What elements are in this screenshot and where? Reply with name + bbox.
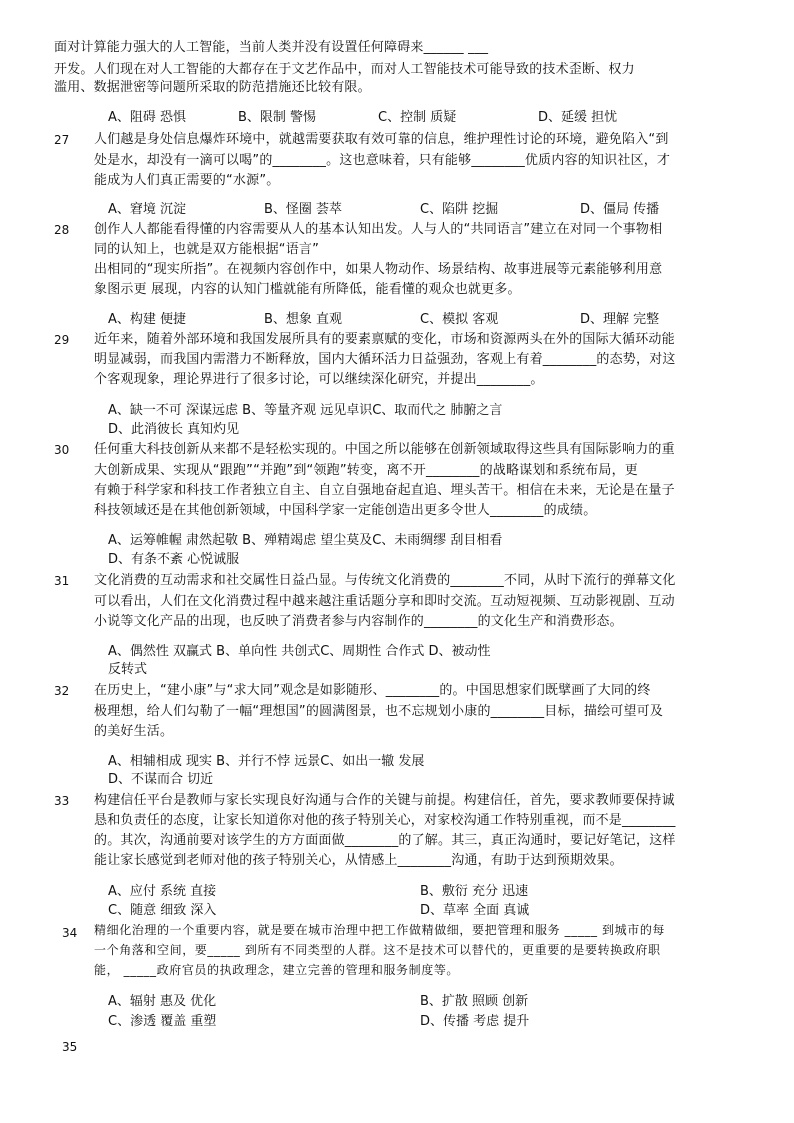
question-number-27: 27 [54, 133, 70, 147]
intro-option-c: C、控制 质疑 [378, 110, 457, 125]
q31-options-line-1: A、偶然性 双赢式 B、单向性 共创式C、周期性 合作式 D、被动性 [108, 644, 491, 659]
q34-option-a: A、辐射 惠及 优化 [108, 994, 217, 1009]
q28-line-4: 象图示更 展现，内容的认知门槛就能有所降低，能看懂的观众也就更多。 [94, 282, 521, 297]
q30-options-line-2: D、有条不紊 心悦诚服 [108, 552, 240, 567]
q27-line-2: 处是水，却没有一滴可以喝”的________。这也意味着，只有能够________优质内容的知识社区，才 [94, 153, 671, 168]
q28-line-2: 同的认知上，也就是双方能根据“语言” [94, 242, 320, 257]
question-number-30: 30 [54, 443, 70, 457]
q29-options-line-1: A、缺一不可 深谋远虑 B、等量齐观 远见卓识C、取而代之 肺腑之言 [108, 403, 503, 418]
q29-options-line-2: D、此消彼长 真知灼见 [108, 422, 240, 437]
intro-line-2: 开发。人们现在对人工智能的大都存在于文艺作品中，而对人工智能技术可能导致的技术歪断、权力 [54, 62, 635, 77]
q34-line-1: 精细化治理的一个重要内容，就是要在城市治理中把工作做精做细，要把管理和服务 _____ 到城市的每 [94, 923, 666, 937]
q33-line-4: 能让家长感觉到老师对他的孩子特别关心，从情感上________沟通，有助于达到预期效果。 [94, 853, 623, 868]
q33-option-c: C、随意 细致 深入 [108, 903, 217, 918]
question-number-35: 35 [62, 1040, 78, 1054]
q29-line-1: 近年来，随着外部环境和我国发展所具有的要素禀赋的变化，市场和资源两头在外的国际大循环动能 [94, 332, 675, 347]
q32-options-line-2: D、不谋而合 切近 [108, 772, 214, 787]
q30-line-3: 有赖于科学家和科技工作者独立自主、自立自强地奋起直追、埋头苦干。相信在未来，无论是在量子 [94, 483, 675, 498]
q27-line-3: 能成为人们真正需要的“水源”。 [94, 173, 280, 188]
q31-line-2: 可以看出，人们在文化消费过程中越来越注重话题分享和即时交流。互动短视频、互动影视剧、互动 [94, 594, 675, 609]
q34-option-c: C、渗透 覆盖 重塑 [108, 1014, 217, 1029]
question-number-29: 29 [54, 333, 70, 347]
question-number-32: 32 [54, 684, 70, 698]
q30-line-4: 科技领域还是在其他创新领域，中国科学家一定能创造出更多令世人________的成绩。 [94, 503, 597, 518]
q34-option-b: B、扩散 照顾 创新 [420, 994, 529, 1009]
q31-options-line-2: 反转式 [108, 662, 148, 677]
q27-option-c: C、陷阱 挖掘 [420, 202, 499, 217]
q29-line-2: 明显减弱，而我国内需潜力不断释放，国内大循环活力日益强劲，客观上有着________的态势，对这 [94, 352, 676, 367]
q28-line-1: 创作人人都能看得懂的内容需要从人的基本认知出发。人与人的“共同语言”建立在对同一个事物相 [94, 222, 663, 237]
q33-line-1: 构建信任平台是教师与家长实现良好沟通与合作的关键与前提。构建信任，首先，要求教师要保持诚 [94, 793, 675, 808]
q32-line-1: 在历史上，“建小康”与“求大同”观念是如影随形、________的。中国思想家们既擘画了大同的终 [94, 683, 651, 698]
q28-option-d: D、理解 完整 [580, 312, 660, 327]
question-number-33: 33 [54, 794, 70, 808]
q31-line-1: 文化消费的互动需求和社交属性日益凸显。与传统文化消费的________不同，从时下流行的弹幕文化 [94, 573, 676, 588]
q27-option-d: D、僵局 传播 [580, 202, 660, 217]
question-number-28: 28 [54, 223, 70, 237]
intro-option-b: B、限制 警惕 [238, 110, 317, 125]
q34-line-3: 能， _____政府官员的执政理念，建立完善的管理和服务制度等。 [94, 963, 460, 977]
q30-line-1: 任何重大科技创新从来都不是轻松实现的。中国之所以能够在创新领域取得这些具有国际影响力的重 [94, 442, 675, 457]
q34-line-2: 一个角落和空间，要_____ 到所有不同类型的人群。这不是技术可以替代的，更重要的是要转换政府职 [94, 943, 661, 957]
q31-line-3: 小说等文化产品的出现，也反映了消费者参与内容制作的________的文化生产和消费形态。 [94, 614, 623, 629]
q32-options-line-1: A、相辅相成 现实 B、并行不悖 远景C、如出一辙 发展 [108, 754, 425, 769]
q29-line-3: 个客观现象，理论界进行了很多讨论，可以继续深化研究，并提出________。 [94, 372, 544, 387]
question-number-34: 34 [62, 926, 78, 940]
q27-line-1: 人们越是身处信息爆炸环境中，就越需要获取有效可靠的信息，维护理性讨论的环境，避免陷入“到 [94, 132, 669, 147]
q27-option-b: B、怪圈 荟萃 [264, 202, 343, 217]
q33-option-d: D、草率 全面 真诚 [420, 903, 530, 918]
q33-option-a: A、应付 系统 直接 [108, 884, 217, 899]
q33-line-3: 的。其次，沟通前要对该学生的方方面面做________的了解。其三，真正沟通时，要记好笔记，这样 [94, 833, 676, 848]
q30-options-line-1: A、运筹帷幄 肃然起敬 B、殚精竭虑 望尘莫及C、未雨绸缪 刮目相看 [108, 533, 503, 548]
q28-option-b: B、想象 直观 [264, 312, 343, 327]
q34-option-d: D、传播 考虑 提升 [420, 1014, 530, 1029]
q33-option-b: B、敷衍 充分 迅速 [420, 884, 529, 899]
q28-line-3: 出相同的“现实所指”。在视频内容创作中，如果人物动作、场景结构、故事进展等元素能够利用意 [94, 262, 663, 277]
q27-option-a: A、窘境 沉淀 [108, 202, 187, 217]
q32-line-3: 的美好生活。 [94, 724, 174, 739]
question-number-31: 31 [54, 574, 70, 588]
q33-line-2: 恳和负责任的态度，让家长知道你对他的孩子特别关心，对家校沟通工作特别重视，而不是________ [94, 813, 676, 828]
q32-line-2: 极理想，给人们勾勒了一幅“理想国”的圆满图景，也不忘规划小康的________目标，描绘可望可及 [94, 704, 664, 719]
q30-line-2: 大创新成果、实现从“跟跑”“并跑”到“领跑”转变，离不开________的战略谋划和系统布局，更 [94, 463, 639, 478]
intro-option-d: D、延缓 担忧 [538, 110, 618, 125]
q28-option-a: A、构建 便捷 [108, 312, 187, 327]
intro-line-1: 面对计算能力强大的人工智能，当前人类并没有设置任何障碍来______ ___ [54, 40, 489, 55]
intro-line-3: 滥用、数据泄密等问题所采取的防范措施还比较有限。 [54, 80, 371, 95]
intro-option-a: A、阻碍 恐惧 [108, 110, 187, 125]
q28-option-c: C、模拟 客观 [420, 312, 499, 327]
